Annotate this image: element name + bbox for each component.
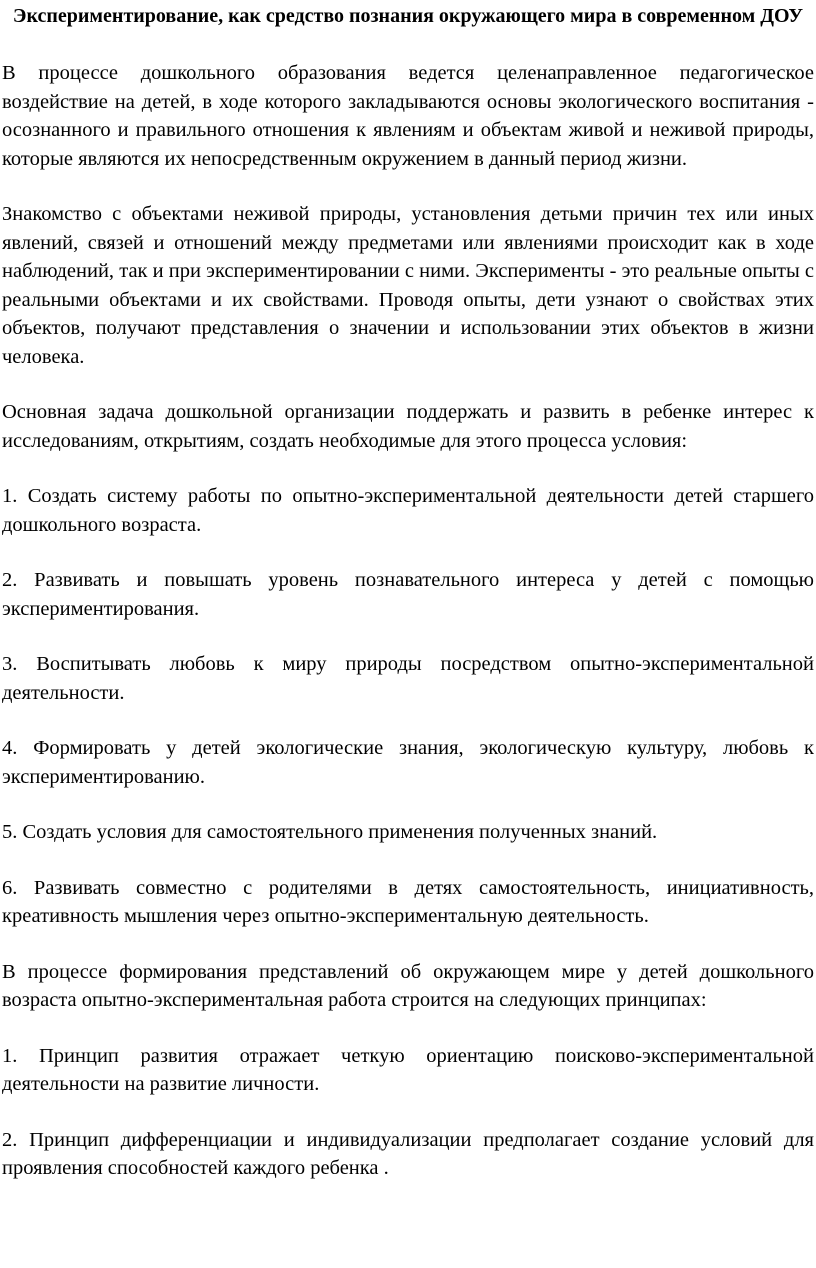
principle-item-1: 1. Принцип развития отражает четкую ориентацию поисково-экспериментальной деятельности на развитие личности. bbox=[2, 1044, 814, 1095]
principle-item-2: 2. Принцип дифференциации и индивидуализации предполагает создание условий для проявления способностей каждого ребенка . bbox=[2, 1128, 814, 1179]
document-title: Экспериментирование, как средство познания окружающего мира в современном ДОУ bbox=[12, 5, 804, 27]
paragraph-inanimate-nature: Знакомство с объектами неживой природы, установления детьми причин тех или иных явлений, связей и отношений между предметами или явлениями происходит как в ходе наблюдений, так и при экспериментировании с ними. Эксперименты - это реальные опыты с реальными объектами и их свойствами. Проводя опыты, дети узнают о свойствах этих объектов, получают представления о значении и использовании этих объектов в жизни человека. bbox=[2, 203, 814, 368]
task-item-3: 3. Воспитывать любовь к миру природы посредством опытно-экспериментальной деятельности. bbox=[2, 653, 814, 704]
paragraph-intro: В процессе дошкольного образования ведется целенаправленное педагогическое воздействие на детей, в ходе которого закладываются основы экологического воспитания - осознанного и правильного отношения к явлениям и объектам живой и неживой природы, которые являются их непосредственным окружением в данный период жизни. bbox=[2, 62, 814, 170]
paragraph-main-task: Основная задача дошкольной организации поддержать и развить в ребенке интерес к исследованиям, открытиям, создать необходимые для этого процесса условия: bbox=[2, 401, 814, 452]
task-item-2: 2. Развивать и повышать уровень познавательного интереса у детей с помощью экспериментирования. bbox=[2, 569, 814, 620]
paragraph-principles-intro: В процессе формирования представлений об окружающем мире у детей дошкольного возраста опытно-экспериментальная работа строится на следующих принципах: bbox=[2, 960, 814, 1011]
task-item-6: 6. Развивать совместно с родителями в детях самостоятельность, инициативность, креативность мышления через опытно-экспериментальную деятельность. bbox=[2, 876, 814, 927]
task-item-4: 4. Формировать у детей экологические знания, экологическую культуру, любовь к экспериментированию. bbox=[2, 737, 814, 788]
task-item-5: 5. Создать условия для самостоятельного применения полученных знаний. bbox=[2, 821, 658, 843]
task-item-1: 1. Создать систему работы по опытно-экспериментальной деятельности детей старшего дошкольного возраста. bbox=[2, 485, 814, 536]
